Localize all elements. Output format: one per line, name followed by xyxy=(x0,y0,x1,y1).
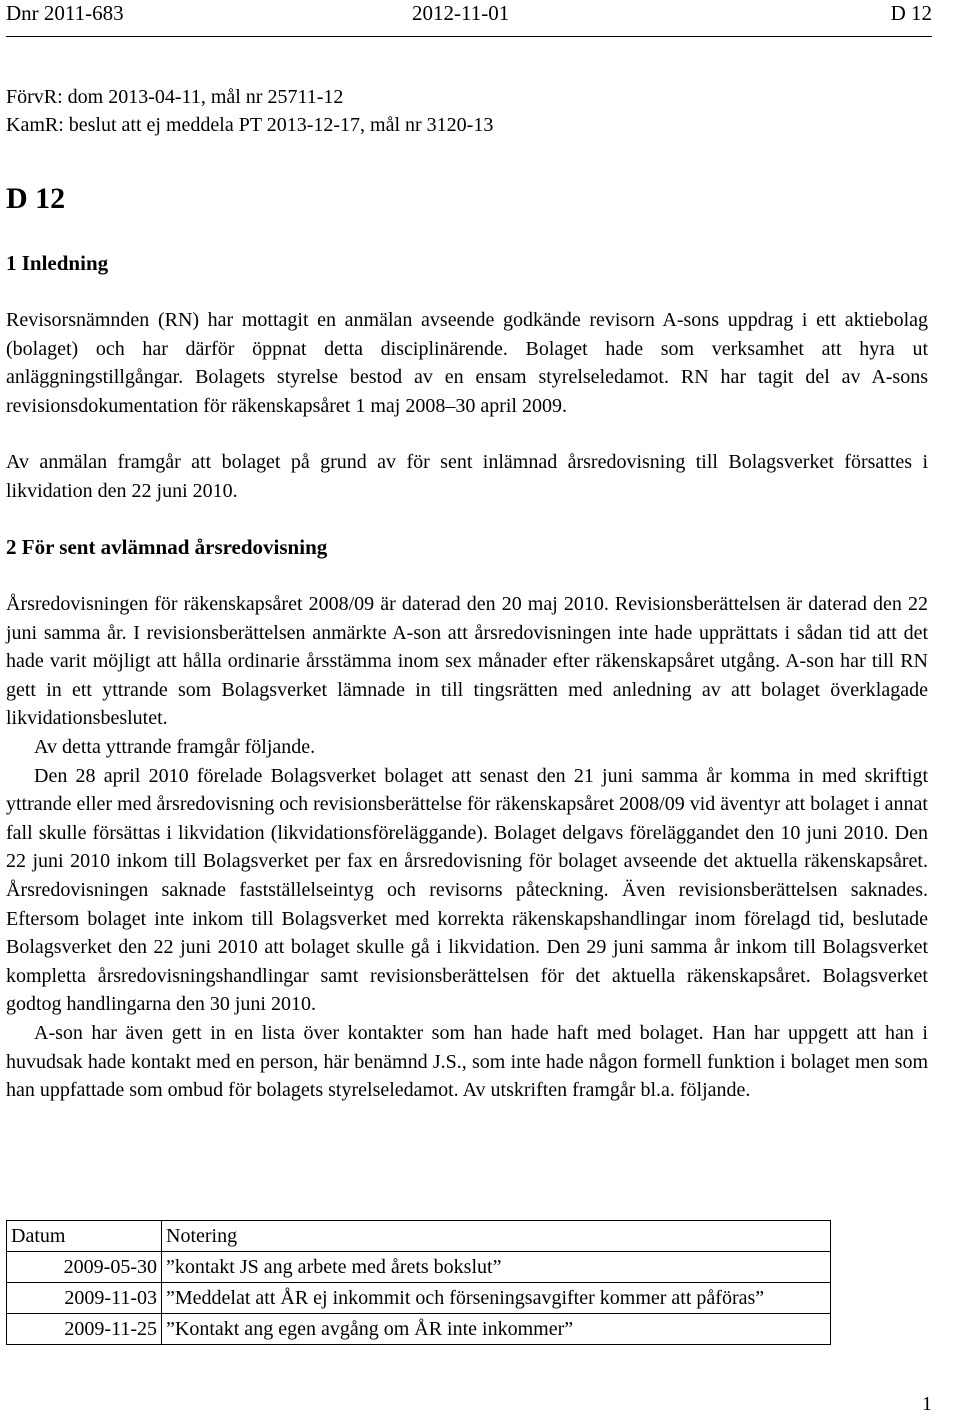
table-cell-date: 2009-11-25 xyxy=(7,1314,162,1345)
section-heading: 2 För sent avlämnad årsredovisning xyxy=(6,535,328,559)
table-cell-note: ”kontakt JS ang arbete med årets bokslut” xyxy=(162,1252,831,1283)
paragraph: Revisorsnämnden (RN) har mottagit en anmälan avseende godkände revisorn A-sons uppdrag i ett aktiebolag (bolaget) och har därför öppnat detta disciplinärende. Bolaget hade som verksamhet att hyra ut anläggningstillgångar. Bolagets styrelse bestod av en ensam styrelseledamot. RN har tagit del av A-sons revisionsdokumentation för räkenskapsåret 1 maj 2008–30 april 2009. xyxy=(6,309,928,417)
table-row xyxy=(7,1252,831,1283)
reference-line: FörvR: dom 2013-04-11, mål nr 25711-12 xyxy=(6,86,344,108)
page-number: 1 xyxy=(922,1393,932,1415)
document-title: D 12 xyxy=(6,182,66,215)
section-body xyxy=(6,448,928,505)
reference-line: KamR: beslut att ej meddela PT 2013-12-17, mål nr 3120-13 xyxy=(6,114,494,136)
column-header-note: Notering xyxy=(162,1221,831,1252)
contact-log-table xyxy=(6,1220,831,1345)
table-cell-date: 2009-05-30 xyxy=(7,1252,162,1283)
paragraph: Av detta yttrande framgår följande. xyxy=(34,735,316,758)
table-header-row xyxy=(7,1221,831,1252)
section-body xyxy=(6,590,928,1105)
table-row xyxy=(7,1314,831,1345)
paragraph: Av anmälan framgår att bolaget på grund av för sent inlämnad årsredovisning till Bolagsverket försattes i likvidation den 22 juni 2010. xyxy=(6,451,928,502)
table-row xyxy=(7,1283,831,1314)
paragraph: A-son har även gett in en lista över kontakter som han hade haft med bolaget. Han har uppgett att han i huvudsak hade kontakt med en person, här benämnd J.S., som inte hade någon formell funktion i bolaget men som han uppfattade som ombud för bolagets styrelseledamot. Av utskriften framgår bl.a. följande. xyxy=(6,1021,928,1102)
header-case-number: Dnr 2011-683 xyxy=(6,1,124,25)
paragraph: Den 28 april 2010 förelade Bolagsverket bolaget att senast den 21 juni samma år komma in med skriftigt yttrande eller med årsredovisning och revisionsberättelse för räkenskapsåret 2008/09 vid äventyr att bolaget i annat fall skulle försättas i likvidation (likvidationsföreläggande). Bolaget delgavs föreläggandet den 10 juni 2010. Den 22 juni 2010 inkom till Bolagsverket per fax en årsredovisning för bolaget avseende det aktuella räkenskapsåret. Årsredovisningen saknade fastställelseintyg och revisorns påteckning. Även revisionsberättelsen saknades. Eftersom bolaget inte inkom till Bolagsverket med korrekta räkenskapshandlingar inom förelagd tid, beslutade Bolagsverket den 22 juni 2010 att bolaget skulle gå i likvidation. Den 29 juni samma år inkom till Bolagsverket kompletta årsredovisningshandlingar samt revisionsberättelsen för det aktuella räkenskapsåret. Bolagsverket godtog handlingarna den 30 juni 2010. xyxy=(6,764,928,1016)
section-heading: 1 Inledning xyxy=(6,251,109,275)
header-date: 2012-11-01 xyxy=(412,1,510,25)
section-body xyxy=(6,306,928,420)
column-header-date: Datum xyxy=(7,1221,162,1252)
header-doc-id: D 12 xyxy=(890,1,932,25)
table-cell-date: 2009-11-03 xyxy=(7,1283,162,1314)
paragraph: Årsredovisningen för räkenskapsåret 2008/09 är daterad den 20 maj 2010. Revisionsberättelsen är daterad den 22 juni samma år. I revisionsberättelsen anmärkte A-son att årsredovisningen inte hade upprättats i sådan tid att det hade varit möjligt att hålla ordinarie årsstämma inom sex månader efter räkenskapsåret utgång. A-son har till RN gett in ett yttrande som Bolagsverket lämnade in till tingsrätten med anledning av att bolaget överklagade likvidationsbeslutet. xyxy=(6,593,928,730)
table-cell-note: ”Kontakt ang egen avgång om ÅR inte inkommer” xyxy=(162,1314,831,1345)
table-cell-note: ”Meddelat att ÅR ej inkommit och förseningsavgifter kommer att påföras” xyxy=(162,1283,831,1314)
court-references xyxy=(6,83,493,139)
page-header xyxy=(6,0,932,37)
